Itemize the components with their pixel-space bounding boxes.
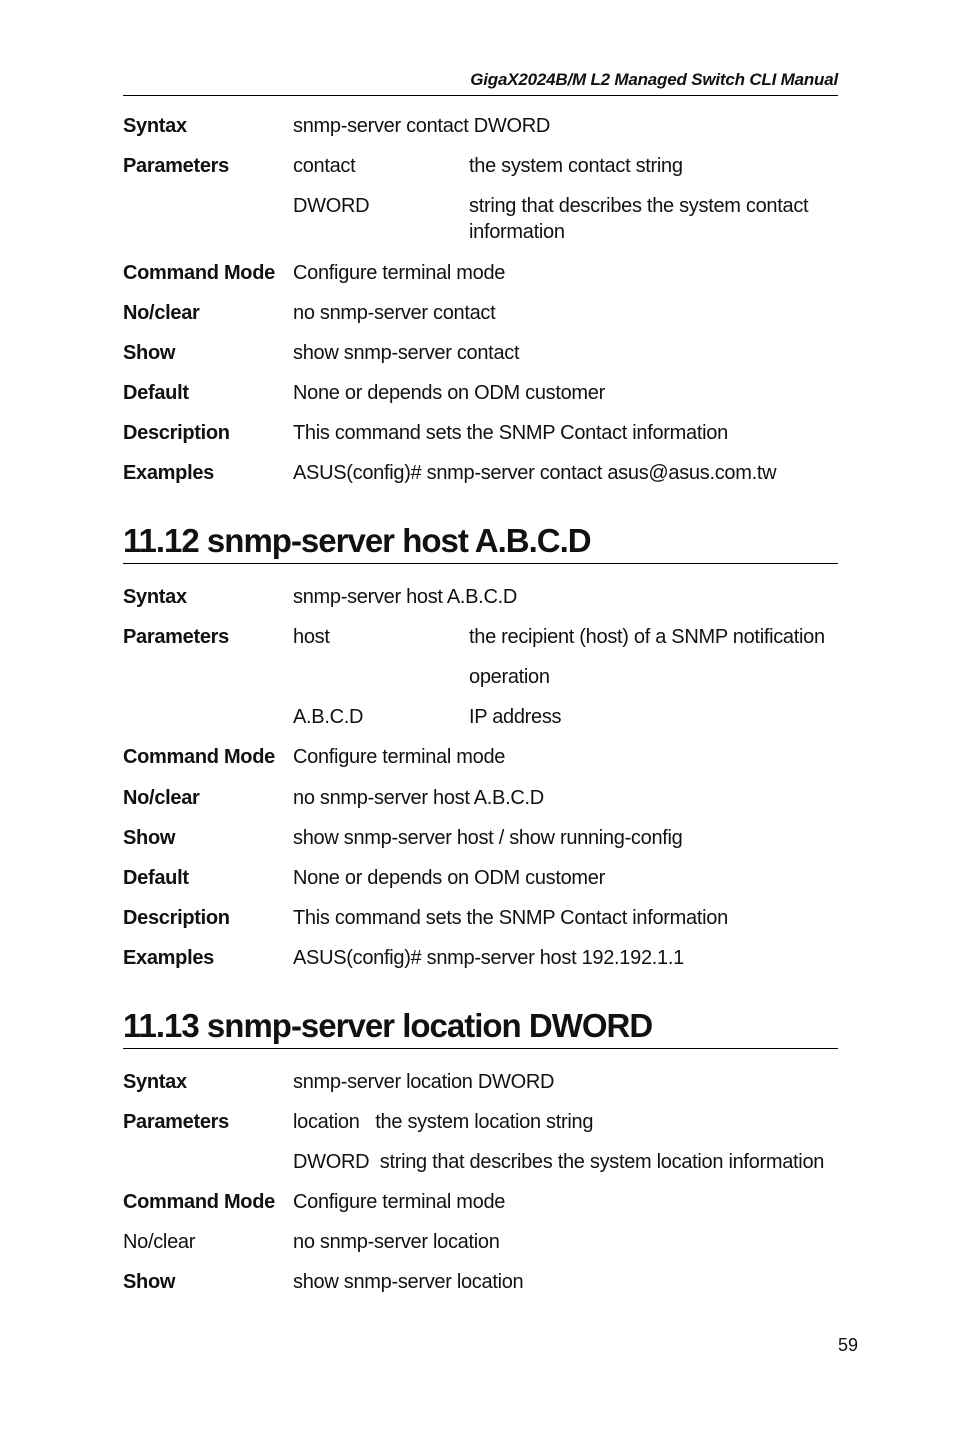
param-desc: IP address (469, 706, 562, 728)
noclear-value: no snmp-server location (293, 1231, 500, 1253)
param-desc: string that describes the system contact information (469, 195, 809, 243)
syntax-label: Syntax (123, 586, 187, 608)
command-mode-label: Command Mode (123, 746, 275, 768)
noclear-label: No/clear (123, 1231, 196, 1253)
show-value: show snmp-server location (293, 1271, 524, 1293)
syntax-value: snmp-server location DWORD (293, 1071, 555, 1093)
default-label: Default (123, 382, 189, 404)
command-mode-value: Configure terminal mode (293, 1191, 506, 1213)
show-label: Show (123, 827, 176, 849)
syntax-value: snmp-server contact DWORD (293, 115, 550, 137)
running-header: GigaX2024B/M L2 Managed Switch CLI Manual (123, 68, 838, 96)
show-value: show snmp-server contact (293, 342, 520, 364)
show-label: Show (123, 342, 176, 364)
description-value: This command sets the SNMP Contact information (293, 422, 728, 444)
parameters-label: Parameters (123, 155, 229, 177)
parameters-label: Parameters (123, 1111, 229, 1133)
syntax-label: Syntax (123, 115, 187, 137)
default-value: None or depends on ODM customer (293, 867, 605, 889)
examples-value: ASUS(config)# snmp-server contact asus@asus.com.tw (293, 462, 777, 484)
param-line: location the system location string (293, 1111, 594, 1133)
description-value: This command sets the SNMP Contact information (293, 907, 728, 929)
default-value: None or depends on ODM customer (293, 382, 605, 404)
param-name: host (293, 626, 330, 648)
syntax-value: snmp-server host A.B.C.D (293, 586, 517, 608)
param-line: DWORD string that describes the system location information (293, 1151, 825, 1173)
param-name: A.B.C.D (293, 706, 364, 728)
parameters-label: Parameters (123, 626, 229, 648)
param-name: DWORD (293, 195, 370, 217)
param-desc: the system contact string (469, 155, 683, 177)
section-heading: 11.12 snmp-server host A.B.C.D (123, 521, 838, 564)
show-value: show snmp-server host / show running-config (293, 827, 683, 849)
noclear-label: No/clear (123, 787, 200, 809)
syntax-label: Syntax (123, 1071, 187, 1093)
examples-label: Examples (123, 947, 214, 969)
noclear-value: no snmp-server host A.B.C.D (293, 787, 544, 809)
description-label: Description (123, 422, 230, 444)
description-label: Description (123, 907, 230, 929)
section-heading: 11.13 snmp-server location DWORD (123, 1006, 838, 1049)
param-name: contact (293, 155, 356, 177)
examples-label: Examples (123, 462, 214, 484)
noclear-value: no snmp-server contact (293, 302, 496, 324)
command-mode-value: Configure terminal mode (293, 262, 506, 284)
page-number: 59 (837, 1335, 858, 1355)
param-desc-continued: operation (469, 666, 550, 688)
command-mode-label: Command Mode (123, 262, 275, 284)
examples-value: ASUS(config)# snmp-server host 192.192.1.1 (293, 947, 684, 969)
command-mode-value: Configure terminal mode (293, 746, 506, 768)
param-desc: the recipient (host) of a SNMP notification (469, 626, 825, 648)
command-mode-label: Command Mode (123, 1191, 275, 1213)
default-label: Default (123, 867, 189, 889)
noclear-label: No/clear (123, 302, 200, 324)
show-label: Show (123, 1271, 176, 1293)
